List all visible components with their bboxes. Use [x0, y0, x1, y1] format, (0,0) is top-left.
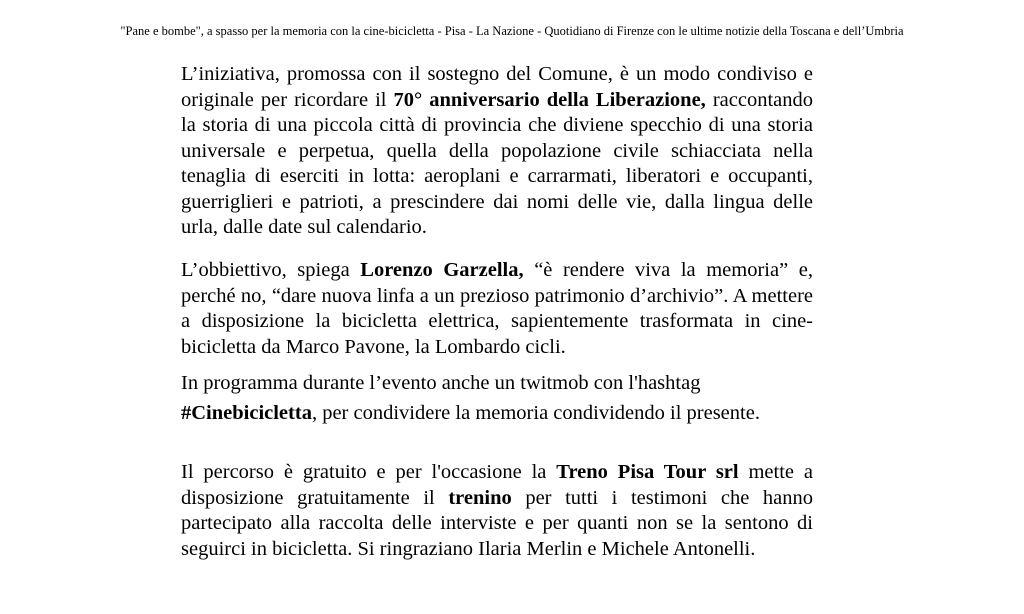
bold-company: Treno Pisa Tour srl [556, 461, 739, 483]
paragraph-text: per tutti i testimoni che hanno partecipato alla raccolta delle interviste e per quanti non se la sentono di seguirci in bicicletta. Si ringraziano Ilaria Merlin e Michele Antonelli. [181, 486, 813, 560]
bold-anniversary: 70° anniversario della Liberazione, [393, 88, 706, 111]
bold-trenino: trenino [448, 486, 512, 509]
paragraph-text: raccontando la storia di una piccola città di provincia che diviene specchio di una storia universale e perpetua, quella della popolazione civile schiacciata nella tenaglia di eserciti in lotta: aeroplani e carrarmati, liberatori e occupanti, guerriglieri e patrioti, a prescindere dai nomi delle vie, dalla lingua delle urla, dalle date sul calendario. [181, 88, 813, 238]
bold-hashtag: #Cinebicicletta [181, 402, 312, 424]
paragraph-text: Il percorso è gratuito e per l'occasione la [181, 461, 557, 483]
paragraph-initiative [181, 62, 813, 241]
paragraph-text: L’iniziativa, promossa con il sostegno del Comune, è un modo condiviso e originale per ricordare il [181, 63, 813, 111]
bold-person-name: Lorenzo Garzella, [360, 259, 524, 281]
paragraph-text: In programma durante l’evento anche un twitmob con l'hashtag [181, 372, 701, 394]
paragraph-objective [181, 258, 813, 360]
paragraph-program [181, 368, 813, 428]
paragraph-route [181, 460, 813, 562]
paragraph-text: mette a disposizione gratuitamente il [181, 461, 813, 509]
paragraph-text: , per condividere la memoria condividendo il presente. [311, 402, 760, 424]
paragraph-text: “è rendere viva la memoria” e, perché no, “dare nuova linfa a un prezioso patrimonio d’archivio”. A mettere a disposizione la bicicletta elettrica, sapientemente trasformata in cine-bicicletta da Marco Pavone, la Lombardo cicli. [181, 259, 813, 358]
paragraph-text: L’obbiettivo, spiega [181, 259, 361, 281]
page-header-title: "Pane e bombe", a spasso per la memoria con la cine-bicicletta - Pisa - La Nazione - Quotidiano di Firenze con le ultime notizie della Toscana e dell’Umbria [120, 24, 904, 38]
